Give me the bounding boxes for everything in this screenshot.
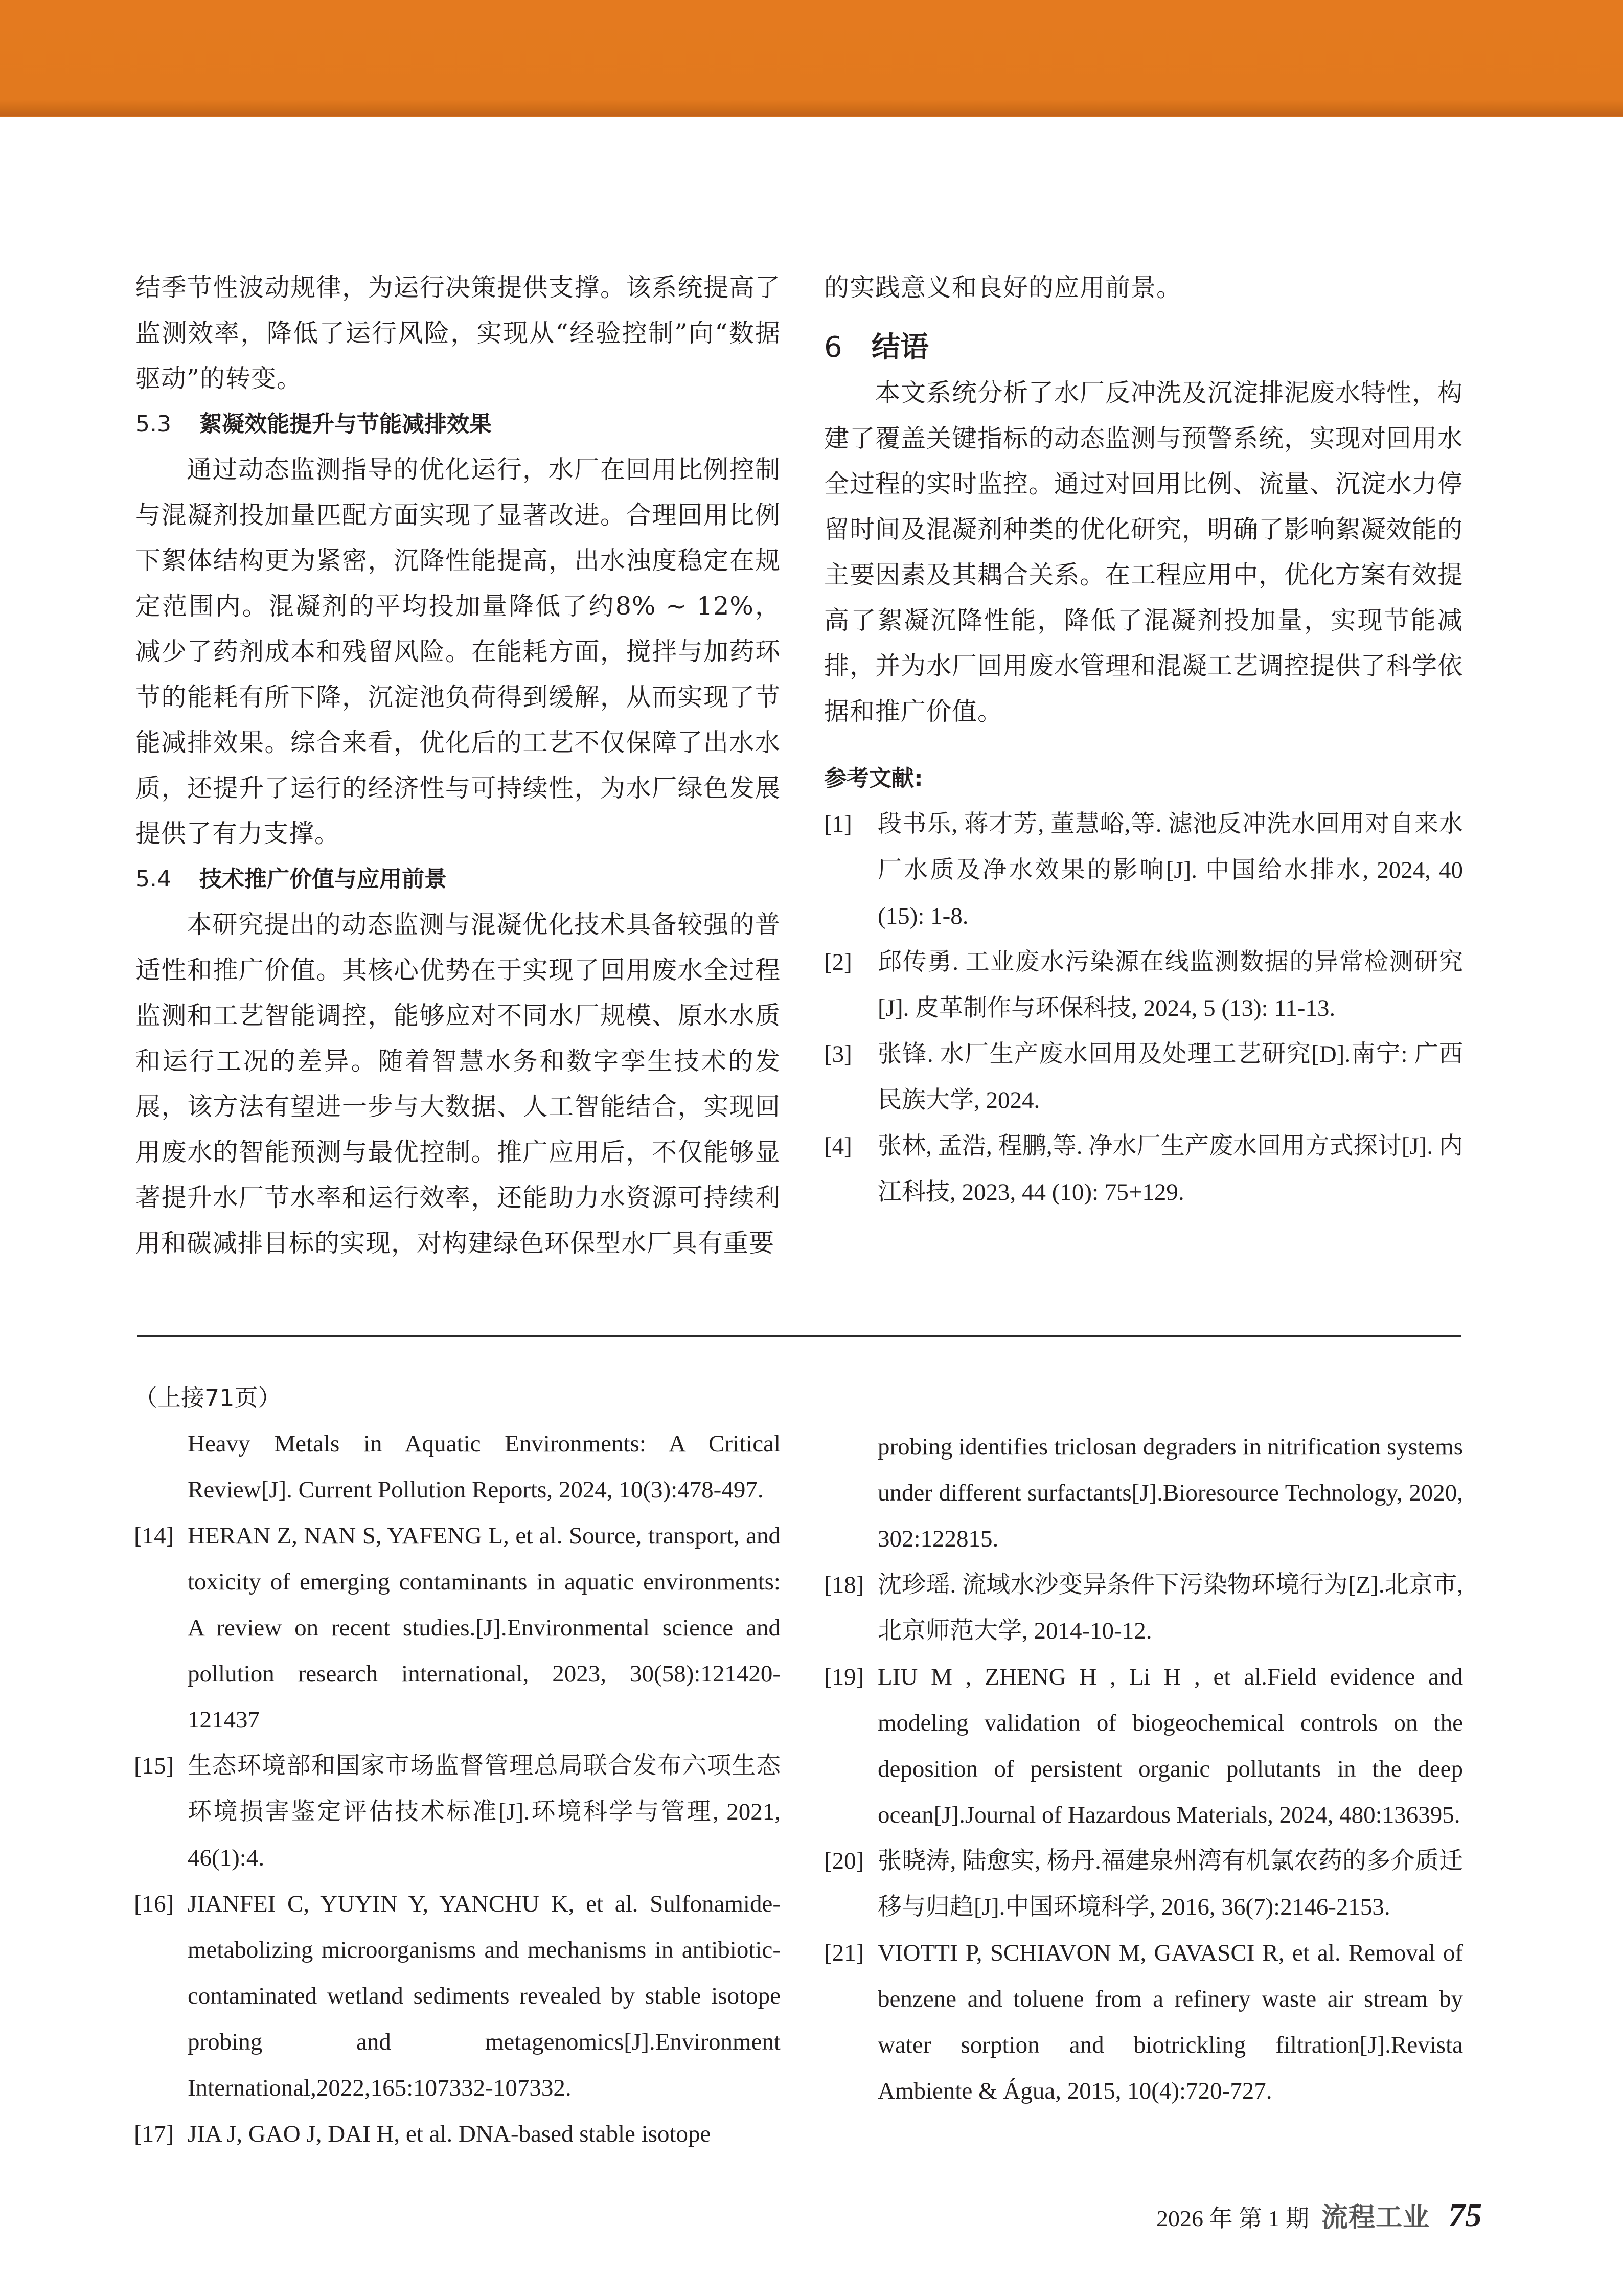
reference-item — [824, 1031, 1463, 1123]
section-divider — [137, 1335, 1461, 1337]
reference-index: [19] — [824, 1664, 864, 1690]
reference-item — [824, 1424, 1463, 1562]
reference-index: [21] — [824, 1940, 864, 1966]
reference-text: JIANFEI C, YUYIN Y, YANCHU K, et al. Sulfonamide-metabolizing microorganisms and mechanisms in antibiotic-contaminated wetland sediments revealed by stable isotope probing and metagenomics[J].Environment International,2022,165:107332-107332. — [188, 1891, 781, 2101]
reference-index: [1] — [824, 811, 852, 837]
reference-item — [824, 801, 1463, 939]
reference-index: [20] — [824, 1848, 864, 1874]
reference-item — [824, 939, 1463, 1031]
issue-label: 2026 年 第 1 期 — [1156, 2206, 1309, 2232]
reference-index: [3] — [824, 1041, 852, 1067]
reference-index: [4] — [824, 1133, 852, 1160]
reference-index: [2] — [824, 949, 852, 975]
reference-item — [824, 1654, 1463, 1838]
reference-text: 邱传勇. 工业废水污染源在线监测数据的异常检测研究[J]. 皮革制作与环保科技, 2024, 5 (13): 11-13. — [878, 949, 1463, 1021]
section-5-4-body: 本研究提出的动态监测与混凝优化技术具备较强的普适性和推广价值。其核心优势在于实现了回用废水全过程监测和工艺智能调控，能够应对不同水厂规模、原水水质和运行工况的差异。随着智慧水务和数字孪生技术的发展，该方法有望进一步与大数据、人工智能结合，实现回用废水的智能预测与最优控制。推广应用后，不仅能够显著提升水厂节水率和运行效率，还能助力水资源可持续利用和碳减排目标的实现，对构建绿色环保型水厂具有重要 — [135, 910, 781, 1258]
left-column-main — [135, 265, 781, 1266]
page-number: 75 — [1448, 2197, 1482, 2234]
header-band — [0, 0, 1623, 117]
reference-text: JIA J, GAO J, DAI H, et al. DNA-based stable isotope — [188, 2121, 711, 2147]
paragraph-continued: 的实践意义和良好的应用前景。 — [824, 273, 1182, 302]
reference-item — [134, 1743, 781, 1881]
continued-references-left — [134, 1375, 781, 2157]
section-5-3-body: 通过动态监测指导的优化运行，水厂在回用比例控制与混凝剂投加量匹配方面实现了显著改进。合理回用比例下絮体结构更为紧密，沉降性能提高，出水浊度稳定在规定范围内。混凝剂的平均投加量降低了约8% ~ 12%，减少了药剂成本和残留风险。在能耗方面，搅拌与加药环节的能耗有所下降，沉淀池负荷得到缓解，从而实现了节能减排效果。综合来看，优化后的工艺不仅保障了出水水质，还提升了运行的经济性与可持续性，为水厂绿色发展提供了有力支撑。 — [135, 455, 781, 848]
reference-item — [134, 1881, 781, 2111]
reference-text: 生态环境部和国家市场监督管理总局联合发布六项生态环境损害鉴定评估技术标准[J].环境科学与管理, 2021, 46(1):4. — [188, 1753, 781, 1871]
section-title: 结语 — [872, 331, 929, 364]
reference-text: Heavy Metals in Aquatic Environments: A Critical Review[J]. Current Pollution Reports, 2024, 10(3):478-497. — [188, 1430, 781, 1503]
reference-item — [134, 1513, 781, 1743]
reference-text: 张林, 孟浩, 程鹏,等. 净水厂生产废水回用方式探讨[J]. 内江科技, 2023, 44 (10): 75+129. — [878, 1133, 1463, 1206]
reference-item — [824, 1123, 1463, 1215]
reference-index: [14] — [134, 1522, 174, 1549]
reference-item — [824, 1838, 1463, 1930]
reference-text: VIOTTI P, SCHIAVON M, GAVASCI R, et al. Removal of benzene and toluene from a refinery waste air stream by water sorption and biotrickling filtration[J].Revista Ambiente & Água, 2015, 10(4):720-727. — [878, 1940, 1463, 2104]
reference-text: 张晓涛, 陆愈实, 杨丹.福建泉州湾有机氯农药的多介质迁移与归趋[J].中国环境科学, 2016, 36(7):2146-2153. — [878, 1848, 1463, 1920]
section-number: 5.4 — [135, 866, 171, 892]
reference-index: [17] — [134, 2121, 174, 2147]
section-title: 技术推广价值与应用前景 — [199, 866, 447, 892]
reference-item — [134, 1421, 781, 1513]
reference-text: HERAN Z, NAN S, YAFENG L, et al. Source, transport, and toxicity of emerging contaminants in aquatic environments: A review on recent studies.[J].Environmental science and pollution research international, 2023, 30(58):121420-121437 — [188, 1522, 781, 1733]
continued-from-label: （上接71页） — [134, 1384, 282, 1412]
reference-index: [18] — [824, 1572, 864, 1598]
continued-references-right — [824, 1424, 1463, 2114]
reference-text: probing identifies triclosan degraders in nitrification systems under different surfactants[J].Bioresource Technology, 2020, 302:122815. — [878, 1434, 1463, 1552]
reference-item — [134, 2111, 781, 2157]
page-footer — [1156, 2196, 1482, 2247]
reference-text: LIU M , ZHENG H , Li H , et al.Field evidence and modeling validation of biogeochemical controls on the deposition of persistent organic pollutants in the deep ocean[J].Journal of Hazardous Materials, 2024, 480:136395. — [878, 1664, 1463, 1828]
references-list — [824, 801, 1463, 1215]
section-heading-6 — [824, 325, 1463, 370]
conclusion-body: 本文系统分析了水厂反冲洗及沉淀排泥废水特性，构建了覆盖关键指标的动态监测与预警系统，实现对回用水全过程的实时监控。通过对回用比例、流量、沉淀水力停留时间及混凝剂种类的优化研究，明确了影响絮凝效能的主要因素及其耦合关系。在工程应用中，优化方案有效提高了絮凝沉降性能，降低了混凝剂投加量，实现节能减排，并为水厂回用废水管理和混凝工艺调控提供了科学依据和推广价值。 — [824, 378, 1464, 726]
paragraph-continued: 结季节性波动规律，为运行决策提供支撑。该系统提高了监测效率，降低了运行风险，实现从“经验控制”向“数据驱动”的转变。 — [135, 273, 781, 393]
reference-index: [16] — [134, 1891, 174, 1917]
section-number: 6 — [824, 331, 842, 364]
reference-text: 段书乐, 蒋才芳, 董慧峪,等. 滤池反冲洗水回用对自来水厂水质及净水效果的影响[J]. 中国给水排水, 2024, 40 (15): 1-8. — [878, 811, 1463, 929]
reference-item — [824, 1562, 1463, 1654]
section-heading-5-3 — [135, 401, 781, 447]
reference-text: 沈珍瑶. 流域水沙变异条件下污染物环境行为[Z].北京市, 北京师范大学, 2014-10-12. — [878, 1572, 1463, 1644]
section-number: 5.3 — [135, 411, 171, 437]
journal-name: 流程工业 — [1321, 2203, 1430, 2233]
right-column-main — [824, 265, 1463, 1215]
reference-text: 张锋. 水厂生产废水回用及处理工艺研究[D].南宁: 广西民族大学, 2024. — [878, 1041, 1463, 1113]
references-heading: 参考文献: — [824, 765, 923, 791]
section-title: 絮凝效能提升与节能减排效果 — [199, 411, 492, 437]
reference-item — [824, 1930, 1463, 2114]
section-heading-5-4 — [135, 856, 781, 902]
reference-index: [15] — [134, 1753, 174, 1779]
